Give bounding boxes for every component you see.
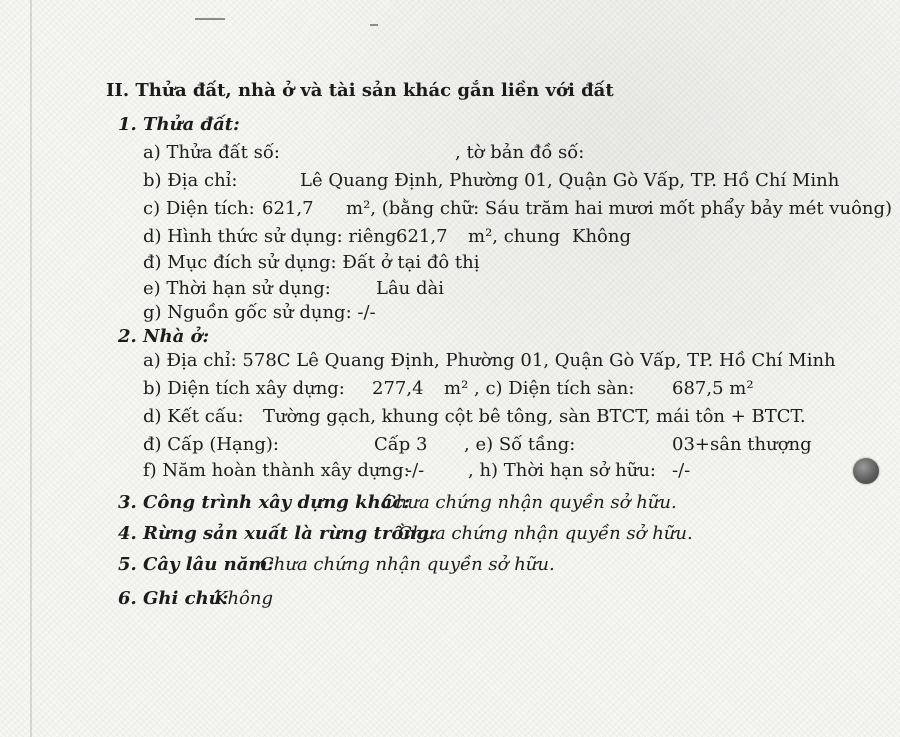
ownership-term-label: , h) Thời hạn sở hữu: <box>468 460 656 481</box>
house-heading: 2. Nhà ở: <box>118 326 210 347</box>
land-address-value: Lê Quang Định, Phường 01, Quận Gò Vấp, TP. Hồ Chí Minh <box>300 170 840 191</box>
usage-form-private: 621,7 <box>396 226 448 247</box>
plot-number-label: a) Thửa đất số: <box>143 142 280 163</box>
punch-hole <box>853 458 879 484</box>
note-value: Không <box>214 588 273 609</box>
usage-form-shared-value: Không <box>572 226 631 247</box>
page-edge <box>30 0 32 737</box>
completion-value: -/- <box>406 460 425 481</box>
land-origin: g) Nguồn gốc sử dụng: -/- <box>143 302 376 323</box>
house-address: a) Địa chỉ: 578C Lê Quang Định, Phường 01, Quận Gò Vấp, TP. Hồ Chí Minh <box>143 350 836 371</box>
completion-label: f) Năm hoàn thành xây dựng: <box>143 460 410 481</box>
land-area-value: 621,7 <box>262 198 314 219</box>
build-area-label: b) Diện tích xây dựng: <box>143 378 345 399</box>
floors-value: 03+sân thượng <box>672 434 812 455</box>
usage-form-label: d) Hình thức sử dụng: riêng <box>143 226 397 247</box>
build-area-value: 277,4 <box>372 378 424 399</box>
grade-value: Cấp 3 <box>374 434 428 455</box>
forest-label: 4. Rừng sản xuất là rừng trồng: <box>118 523 436 544</box>
perennial-label: 5. Cây lâu năm: <box>118 554 275 575</box>
map-number-label: , tờ bản đồ số: <box>455 142 585 163</box>
other-works-value: Chưa chứng nhận quyền sở hữu. <box>382 492 677 513</box>
other-works-label: 3. Công trình xây dựng khác: <box>118 492 410 513</box>
land-term-value: Lâu dài <box>376 278 445 299</box>
forest-value: Chưa chứng nhận quyền sở hữu. <box>398 523 693 544</box>
floor-area-value: 687,5 m² <box>672 378 754 399</box>
land-heading: 1. Thửa đất: <box>118 114 240 135</box>
floors-label: , e) Số tầng: <box>464 434 576 455</box>
perennial-value: Chưa chứng nhận quyền sở hữu. <box>260 554 555 575</box>
section-title: II. Thửa đất, nhà ở và tài sản khác gắn liền với đất <box>106 80 614 101</box>
land-purpose: đ) Mục đích sử dụng: Đất ở tại đô thị <box>143 252 480 273</box>
land-address-label: b) Địa chỉ: <box>143 170 238 191</box>
grade-label: đ) Cấp (Hạng): <box>143 434 279 455</box>
structure-label: d) Kết cấu: <box>143 406 244 427</box>
land-term-label: e) Thời hạn sử dụng: <box>143 278 331 299</box>
scan-mark <box>195 18 225 20</box>
usage-form-shared-label: m², chung <box>468 226 561 247</box>
structure-value: Tường gạch, khung cột bê tông, sàn BTCT, mái tôn + BTCT. <box>263 406 806 427</box>
land-area-label: c) Diện tích: <box>143 198 255 219</box>
ownership-term-value: -/- <box>672 460 691 481</box>
floor-area-label: m² , c) Diện tích sàn: <box>444 378 635 399</box>
note-label: 6. Ghi chú: <box>118 588 229 609</box>
scan-mark <box>370 24 378 26</box>
land-area-text: m², (bằng chữ: Sáu trăm hai mươi mốt phẩy bảy mét vuông) <box>346 198 893 219</box>
